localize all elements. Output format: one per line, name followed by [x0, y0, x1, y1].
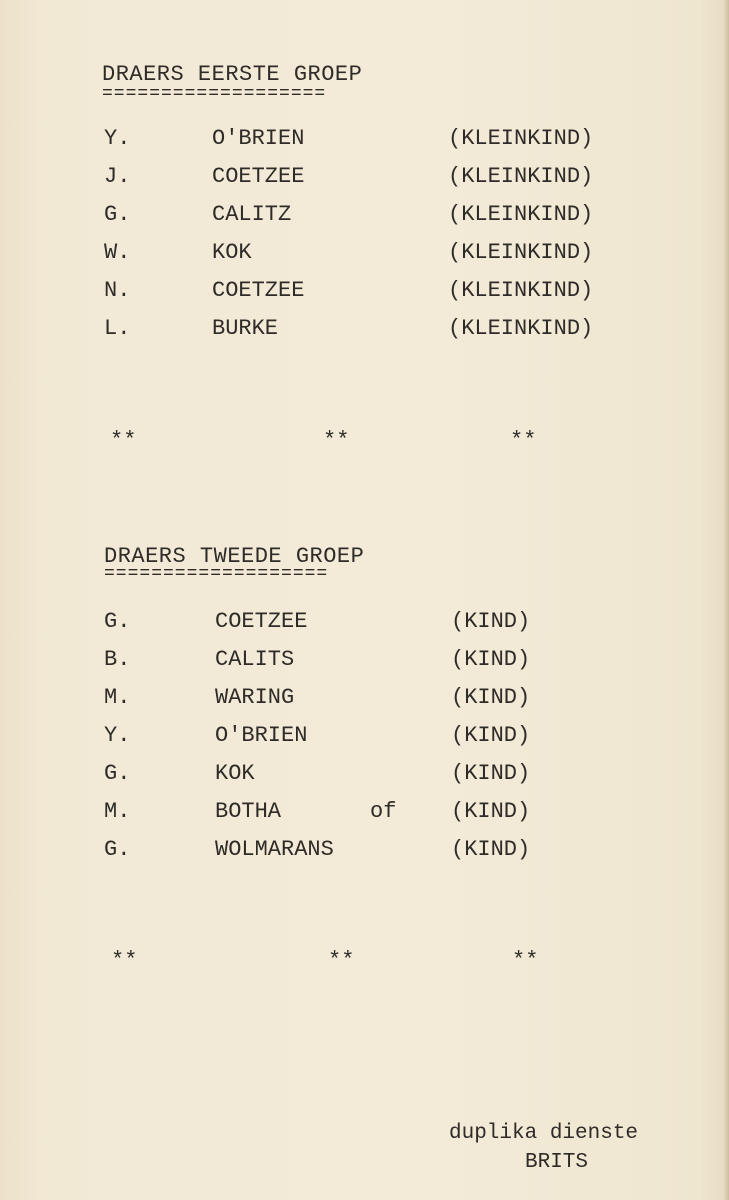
group2-row-3-surname: WARING: [215, 685, 295, 710]
group1-separator-right: **: [510, 428, 537, 453]
group1-row-4-initial: W.: [104, 240, 131, 265]
group2-row-2-initial: B.: [104, 647, 131, 672]
group2-separator-center: **: [328, 948, 355, 973]
group2-row-7-initial: G.: [104, 837, 131, 862]
footer-printer-location: BRITS: [525, 1151, 589, 1174]
group2-row-6-connector: of: [370, 799, 397, 824]
group2-row-5-role: (KIND): [451, 761, 531, 786]
group2-row-4-surname: O'BRIEN: [215, 723, 308, 748]
group2-row-2-surname: CALITS: [215, 647, 295, 672]
group1-row-6-initial: L.: [104, 316, 131, 341]
group1-row-6-surname: BURKE: [212, 316, 279, 341]
paper-edge: [723, 0, 729, 1200]
group2-separator-right: **: [512, 948, 539, 973]
group2-row-2-role: (KIND): [451, 647, 531, 672]
group2-row-6-initial: M.: [104, 799, 131, 824]
group2-heading: DRAERS TWEEDE GROEP: [104, 544, 365, 569]
group1-separator-center: **: [323, 428, 350, 453]
group1-row-4-role: (KLEINKIND): [448, 240, 594, 265]
group1-separator-left: **: [110, 428, 137, 453]
group1-row-2-initial: J.: [104, 164, 131, 189]
group2-row-1-initial: G.: [104, 609, 131, 634]
group1-row-2-surname: COETZEE: [212, 164, 305, 189]
group1-row-5-initial: N.: [104, 278, 131, 303]
group1-heading: DRAERS EERSTE GROEP: [102, 62, 363, 87]
group1-row-6-role: (KLEINKIND): [448, 316, 594, 341]
group1-row-3-role: (KLEINKIND): [448, 202, 594, 227]
group2-row-4-initial: Y.: [104, 723, 131, 748]
group2-row-3-initial: M.: [104, 685, 131, 710]
group2-row-5-surname: KOK: [215, 761, 255, 786]
group1-row-1-surname: O'BRIEN: [212, 126, 305, 151]
group2-row-6-role: (KIND): [451, 799, 531, 824]
group1-heading-underline: ===================: [102, 88, 327, 102]
group1-row-2-role: (KLEINKIND): [448, 164, 594, 189]
footer-printer-name: duplika dienste: [449, 1122, 639, 1145]
group2-heading-underline: ===================: [104, 568, 329, 582]
group2-row-4-role: (KIND): [451, 723, 531, 748]
group1-row-5-role: (KLEINKIND): [448, 278, 594, 303]
group1-row-1-initial: Y.: [104, 126, 131, 151]
group1-row-4-surname: KOK: [212, 240, 252, 265]
group2-row-1-surname: COETZEE: [215, 609, 308, 634]
group2-row-5-initial: G.: [104, 761, 131, 786]
group2-row-1-role: (KIND): [451, 609, 531, 634]
group2-row-6-surname: BOTHA: [215, 799, 282, 824]
group1-row-1-role: (KLEINKIND): [448, 126, 594, 151]
group1-row-3-surname: CALITZ: [212, 202, 292, 227]
group2-row-3-role: (KIND): [451, 685, 531, 710]
group1-row-5-surname: COETZEE: [212, 278, 305, 303]
group2-separator-left: **: [111, 948, 138, 973]
group1-row-3-initial: G.: [104, 202, 131, 227]
group2-row-7-surname: WOLMARANS: [215, 837, 334, 862]
group2-row-7-role: (KIND): [451, 837, 531, 862]
